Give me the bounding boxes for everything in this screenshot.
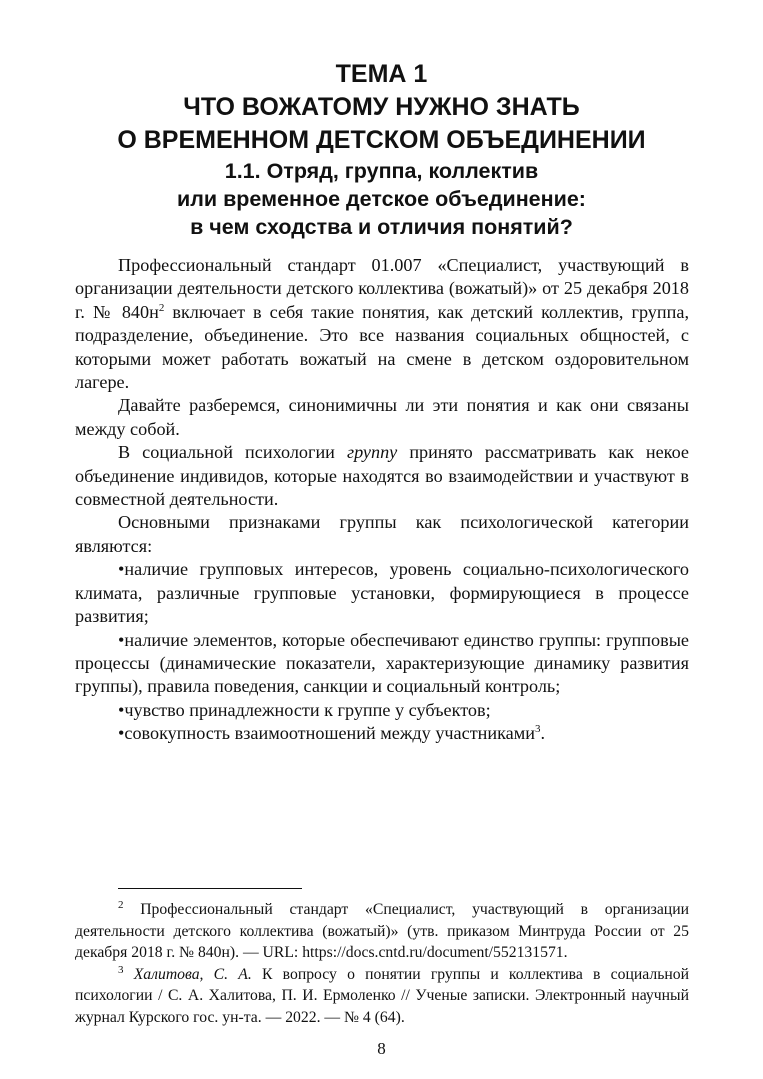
paragraph-1 xyxy=(75,254,689,394)
footnote-2-text: Профессиональный стандарт «Специалист, участвующий в организации деятельности детского коллектива (вожатый)» (утв. приказом Минтруда России от 25 декабря 2018 г. № 840н). — URL: https://docs.cntd.ru/document/552131571. xyxy=(75,901,689,961)
topic-heading xyxy=(60,58,703,157)
paragraph-2: Давайте разберемся, синонимичны ли эти понятия и как они связаны между собой. xyxy=(75,395,689,439)
paragraph-1-text-continued: включает в себя такие понятия, как детский коллектив, группа, подразделение, объединение. Это все названия социальных общностей, с которыми может работать вожатый на смене в детском оздоровительном лагере. xyxy=(75,301,689,393)
bullet-item-text: наличие групповых интересов, уровень социально-психологического климата, различные групповые установки, формирующиеся в процессе развития; xyxy=(75,559,689,627)
bullet-item-text: совокупность взаимоотношений между участниками xyxy=(124,723,535,744)
footnote-3-number: 3 xyxy=(118,963,124,976)
topic-title-line-2: О ВРЕМЕННОМ ДЕТСКОМ ОБЪЕДИНЕНИИ xyxy=(117,126,646,154)
footnote-divider xyxy=(118,888,302,889)
topic-number: ТЕМА 1 xyxy=(335,60,428,88)
footnote-3 xyxy=(75,964,689,1029)
paragraph-4: Основными признаками группы как психологической категории являются: xyxy=(75,512,689,556)
paragraph-3-text: В социальной психологии xyxy=(118,442,347,463)
paragraph-3-text-continued: принято рассматривать как некое объединение индивидов, которые находятся во взаимодействии и участвуют в совместной деятельности. xyxy=(75,442,689,510)
paragraph-1-text: Профессиональный стандарт 01.007 «Специалист, участвующий в организации деятельности детского коллектива (вожатый)» от 25 декабря 2018 г. № 840н xyxy=(75,255,689,322)
bullet-icon: • xyxy=(118,629,125,650)
footnote-ref-3: 3 xyxy=(535,723,541,736)
emphasis-term: группу xyxy=(346,442,398,463)
bullet-icon: • xyxy=(118,723,125,744)
section-title-line-2: или временное детское объединение: xyxy=(177,187,586,211)
footnote-2-number: 2 xyxy=(118,898,124,911)
page-number: 8 xyxy=(377,1039,386,1058)
bullet-item-4 xyxy=(75,722,689,745)
section-title-line-1: 1.1. Отряд, группа, коллектив xyxy=(224,159,539,183)
bullet-item-text: наличие элементов, которые обеспечивают единство группы: групповые процессы (динамические показатели, характеризующие динамику развития группы), правила поведения, санкции и социальный контроль; xyxy=(75,629,689,697)
bullet-icon: • xyxy=(118,559,125,580)
bullet-item-1 xyxy=(75,558,689,628)
body-text xyxy=(75,254,689,746)
paragraph-3 xyxy=(75,441,689,511)
topic-title-line-1: ЧТО ВОЖАТОМУ НУЖНО ЗНАТЬ xyxy=(183,93,580,121)
bullet-item-2 xyxy=(75,629,689,699)
section-heading xyxy=(60,157,703,241)
section-title-line-3: в чем сходства и отличия понятий? xyxy=(190,215,573,239)
footnote-3-text: К вопросу о понятии группы и коллектива в социальной психологии / С. А. Халитова, П. И. Ермоленко // Ученые записки. Электронный научный журнал Курского гос. ун-та. — 2022. — № 4 (64). xyxy=(75,965,689,1026)
bullet-icon: • xyxy=(118,699,125,720)
footnote-2 xyxy=(75,899,689,964)
bullet-item-end: . xyxy=(540,723,546,744)
footnote-ref-2: 2 xyxy=(158,301,165,314)
bullet-item-3 xyxy=(75,699,689,722)
bullet-item-text: чувство принадлежности к группе у субъектов; xyxy=(124,699,491,720)
footnotes xyxy=(75,899,689,1028)
footnote-3-author: Халитова, С. А. xyxy=(123,965,252,983)
